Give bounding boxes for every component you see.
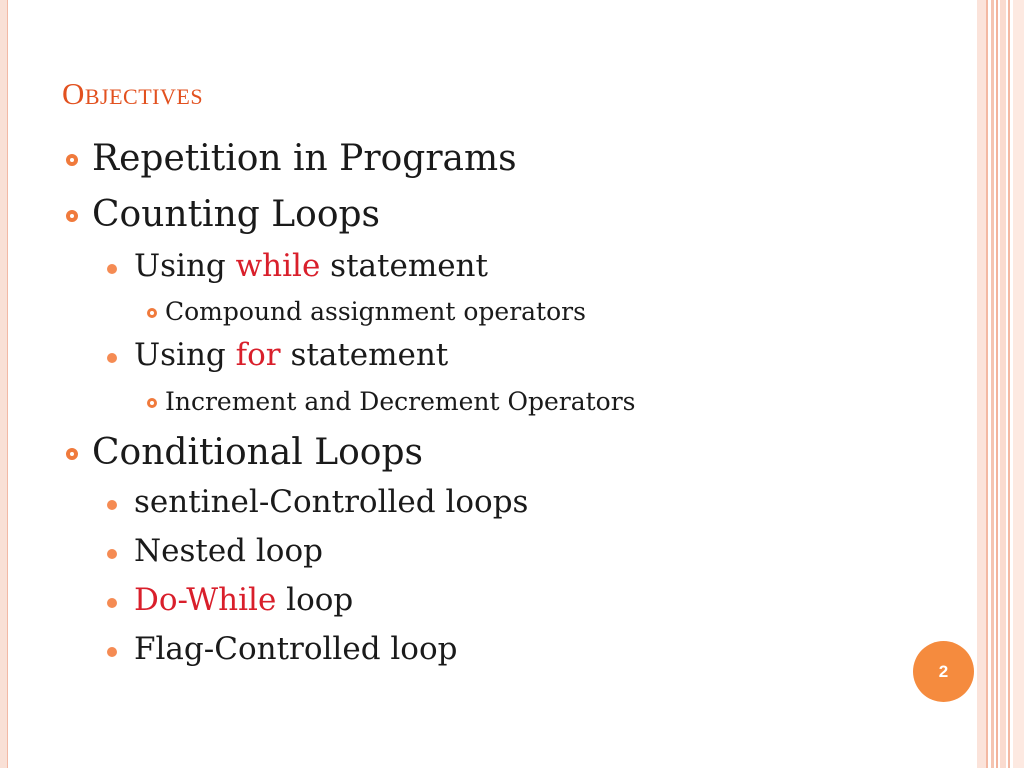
page-number-badge: 2 xyxy=(913,641,974,702)
subbullet-nested-loop: Nested loop xyxy=(134,533,323,569)
subsubbullet-increment-decrement: Increment and Decrement Operators xyxy=(165,387,636,416)
bullet-conditional-loops: Conditional Loops xyxy=(92,432,423,473)
subbullet-suffix: loop xyxy=(276,582,354,618)
keyword-do-while: Do-While xyxy=(134,582,277,618)
bullet-dot-icon xyxy=(107,549,117,559)
bullet-dot-icon xyxy=(107,598,117,608)
subsubbullet-compound-assignment: Compound assignment operators xyxy=(165,297,586,326)
subbullet-prefix: Using xyxy=(134,248,236,284)
slide-title: Objectives xyxy=(62,76,204,111)
bullet-circle-icon xyxy=(66,210,78,222)
keyword-for: for xyxy=(235,337,281,373)
left-decorative-border xyxy=(0,0,8,768)
bullet-repetition: Repetition in Programs xyxy=(92,138,517,179)
bullet-small-circle-icon xyxy=(147,308,157,318)
bullet-circle-icon xyxy=(66,154,78,166)
keyword-while: while xyxy=(235,248,321,284)
bullet-dot-icon xyxy=(107,353,117,363)
bullet-dot-icon xyxy=(107,264,117,274)
subbullet-do-while xyxy=(134,582,353,618)
bullet-dot-icon xyxy=(107,500,117,510)
subbullet-using-for xyxy=(134,337,448,373)
subbullet-sentinel-controlled: sentinel-Controlled loops xyxy=(134,484,529,520)
subbullet-suffix: statement xyxy=(320,248,488,284)
bullet-small-circle-icon xyxy=(147,398,157,408)
subbullet-prefix: Using xyxy=(134,337,236,373)
subbullet-suffix: statement xyxy=(280,337,449,373)
bullet-dot-icon xyxy=(107,647,117,657)
right-decorative-stripes xyxy=(977,0,1024,768)
subbullet-using-while xyxy=(134,248,488,284)
bullet-counting-loops: Counting Loops xyxy=(92,194,381,235)
subbullet-flag-controlled: Flag-Controlled loop xyxy=(134,631,458,667)
bullet-circle-icon xyxy=(66,448,78,460)
